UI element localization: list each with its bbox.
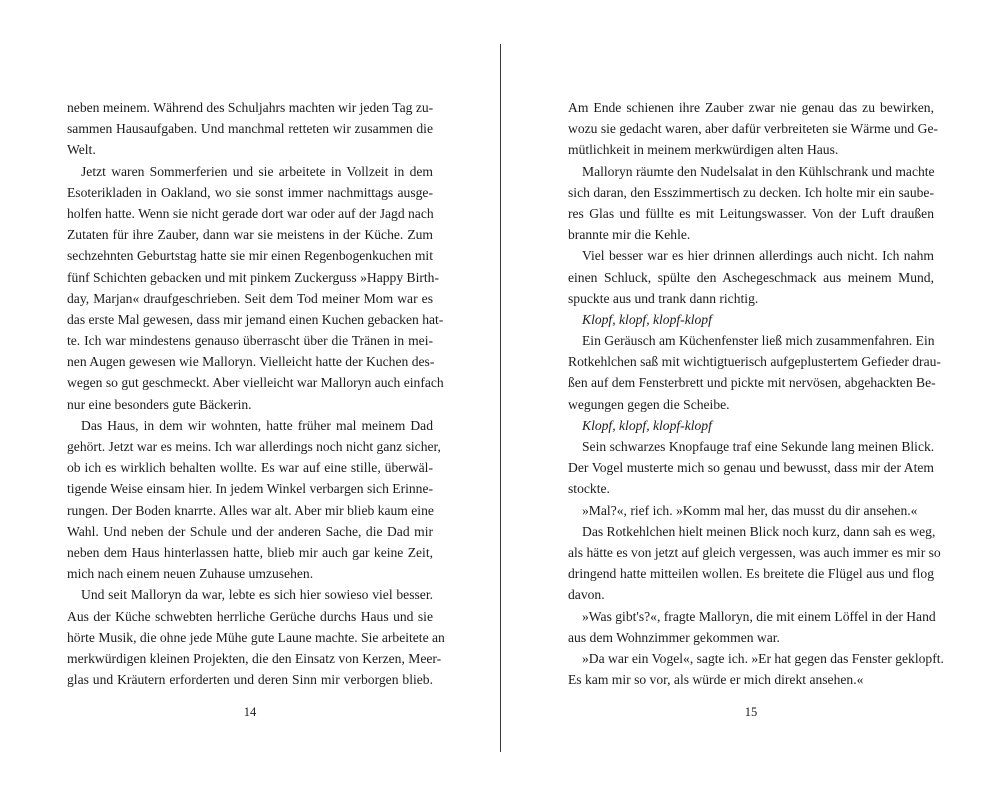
- text-line: merkwürdigen kleinen Projekten, die den Einsatz von Kerzen, Meer-: [67, 650, 442, 666]
- text-line: das erste Mal gewesen, dass mir jemand einen Kuchen gebacken hat-: [67, 311, 444, 327]
- text-line: mütlichkeit in meinem merkwürdigen alten Haus.: [568, 142, 839, 158]
- text-line: wegungen gegen die Scheibe.: [568, 396, 730, 412]
- left-page-text: [67, 97, 445, 690]
- text-line: Der Vogel musterte mich so genau und bewusst, dass mir der Atem: [568, 460, 934, 476]
- text-line: Ein Geräusch am Küchenfenster ließ mich zusammenfahren. Ein: [582, 333, 935, 349]
- text-line: fünf Schichten gebacken und mit pinkem Zuckerguss »Happy Birth-: [67, 269, 439, 285]
- text-line: Sein schwarzes Knopfauge traf eine Sekunde lang meinen Blick.: [582, 439, 935, 454]
- text-line: neben dem Haus hinterlassen hatte, blieb mir auch gar keine Zeit,: [67, 544, 433, 560]
- text-line: Viel besser war es hier drinnen allerdings auch nicht. Ich nahm: [582, 248, 934, 264]
- text-line: aus dem Wohnzimmer gekommen war.: [568, 629, 780, 645]
- text-line: te. Ich war mindestens genauso überrascht über die Tränen in mei-: [67, 333, 433, 349]
- text-line: glas und Kräutern erforderten und deren Sinn mir verborgen blieb.: [67, 672, 433, 688]
- text-line: davon.: [568, 587, 605, 603]
- text-line: tigende Weise einsam hier. In jedem Winkel verbargen sich Erinne-: [67, 481, 434, 497]
- text-line: wegen so gut geschmeckt. Aber vielleicht war Malloryn auch einfach: [67, 375, 444, 391]
- text-line: stockte.: [568, 481, 610, 497]
- page-divider: [500, 44, 501, 752]
- text-line: Esoterikladen in Oakland, wo sie sonst immer nachmittags ausge-: [67, 184, 433, 200]
- text-line: hörte Musik, die ohne jede Mühe gute Laune machte. Sie arbeitete an: [67, 629, 445, 645]
- text-line: Das Rotkehlchen hielt meinen Blick noch kurz, dann sah es weg,: [582, 523, 936, 539]
- text-line: mich nach einem neuen Zuhause umzusehen.: [67, 566, 314, 582]
- text-line: als hätte es von jetzt auf gleich vergessen, was auch immer es mir so: [568, 544, 941, 560]
- text-line: sich daran, den Esszimmertisch zu decken. Ich holte mir ein saube-: [568, 184, 934, 200]
- text-line: Jetzt waren Sommerferien und sie arbeitete in Vollzeit in dem: [81, 163, 433, 179]
- text-line: Rotkehlchen saß mit wichtigtuerisch aufgeplustertem Gefieder drau-: [568, 354, 941, 370]
- text-line: »Da war ein Vogel«, sagte ich. »Er hat gegen das Fenster geklopft.: [582, 650, 944, 666]
- text-line: Und seit Malloryn da war, lebte es sich hier sowieso viel besser.: [81, 587, 433, 603]
- text-line: Aus der Küche schwebten herrliche Gerüche durchs Haus und sie: [67, 608, 433, 624]
- right-page-text: [568, 97, 944, 690]
- text-line: rungen. Der Boden knarrte. Alles war alt. Aber mir blieb kaum eine: [67, 502, 434, 518]
- text-line: spuckte aus und trank dann richtig.: [568, 290, 759, 306]
- text-line: nur eine besonders gute Bäckerin.: [67, 396, 252, 412]
- text-line: res Glas und füllte es mit Leitungswasser. Von der Luft draußen: [568, 205, 934, 221]
- page-number-right: 15: [744, 705, 758, 719]
- text-line: brannte mir die Kehle.: [568, 227, 691, 243]
- text-line: Wahl. Und neben der Schule und der anderen Sache, die Dad mir: [67, 523, 433, 539]
- text-line: nen Augen gewesen wie Malloryn. Vielleicht hatte der Kuchen des-: [67, 354, 435, 370]
- text-line: »Was gibt's?«, fragte Malloryn, die mit einem Löffel in der Hand: [582, 608, 936, 624]
- text-line: gehört. Jetzt war es meins. Ich war allerdings noch nicht ganz sicher,: [67, 439, 441, 454]
- text-line: Zutaten für ihre Zauber, dann war sie meistens in der Küche. Zum: [67, 227, 433, 243]
- text-line: einen Schluck, spülte den Aschegeschmack aus meinem Mund,: [568, 269, 934, 285]
- text-line: »Mal?«, rief ich. »Komm mal her, das musst du dir ansehen.«: [582, 502, 918, 518]
- text-line: Welt.: [67, 142, 96, 158]
- text-line: day, Marjan« draufgeschrieben. Seit dem Tod meiner Mom war es: [67, 290, 433, 306]
- text-line: ßen auf dem Fensterbrett und pickte mit nervösen, abgehackten Be-: [568, 375, 936, 391]
- text-line: ob ich es wirklich behalten wollte. Es war auf eine stille, überwäl-: [67, 460, 433, 476]
- text-line: sechzehnten Geburtstag hatte sie mir einen Regenbogenkuchen mit: [67, 248, 433, 264]
- text-line: sammen Hausaufgaben. Und manchmal retteten wir zusammen die: [67, 121, 433, 137]
- text-line: Das Haus, in dem wir wohnten, hatte früher mal meinem Dad: [81, 417, 433, 433]
- text-line: neben meinem. Während des Schuljahrs machten wir jeden Tag zu-: [67, 100, 434, 115]
- text-line: Am Ende schienen ihre Zauber zwar nie genau das zu bewirken,: [568, 100, 934, 115]
- text-line: Klopf, klopf, klopf-klopf: [582, 311, 712, 327]
- page-number-left: 14: [243, 705, 257, 719]
- text-line: Klopf, klopf, klopf-klopf: [582, 417, 712, 433]
- text-line: wozu sie gedacht waren, aber dafür verbreiteten sie Wärme und Ge-: [568, 121, 939, 137]
- text-line: Malloryn räumte den Nudelsalat in den Kühlschrank und machte: [582, 163, 935, 179]
- text-line: dringend hatte mitteilen wollen. Es breitete die Flügel aus und flog: [568, 566, 934, 582]
- text-line: Es kam mir so vor, als würde er mich direkt ansehen.«: [568, 672, 864, 688]
- text-line: holfen hatte. Wenn sie nicht gerade dort war oder auf der Jagd nach: [67, 205, 434, 221]
